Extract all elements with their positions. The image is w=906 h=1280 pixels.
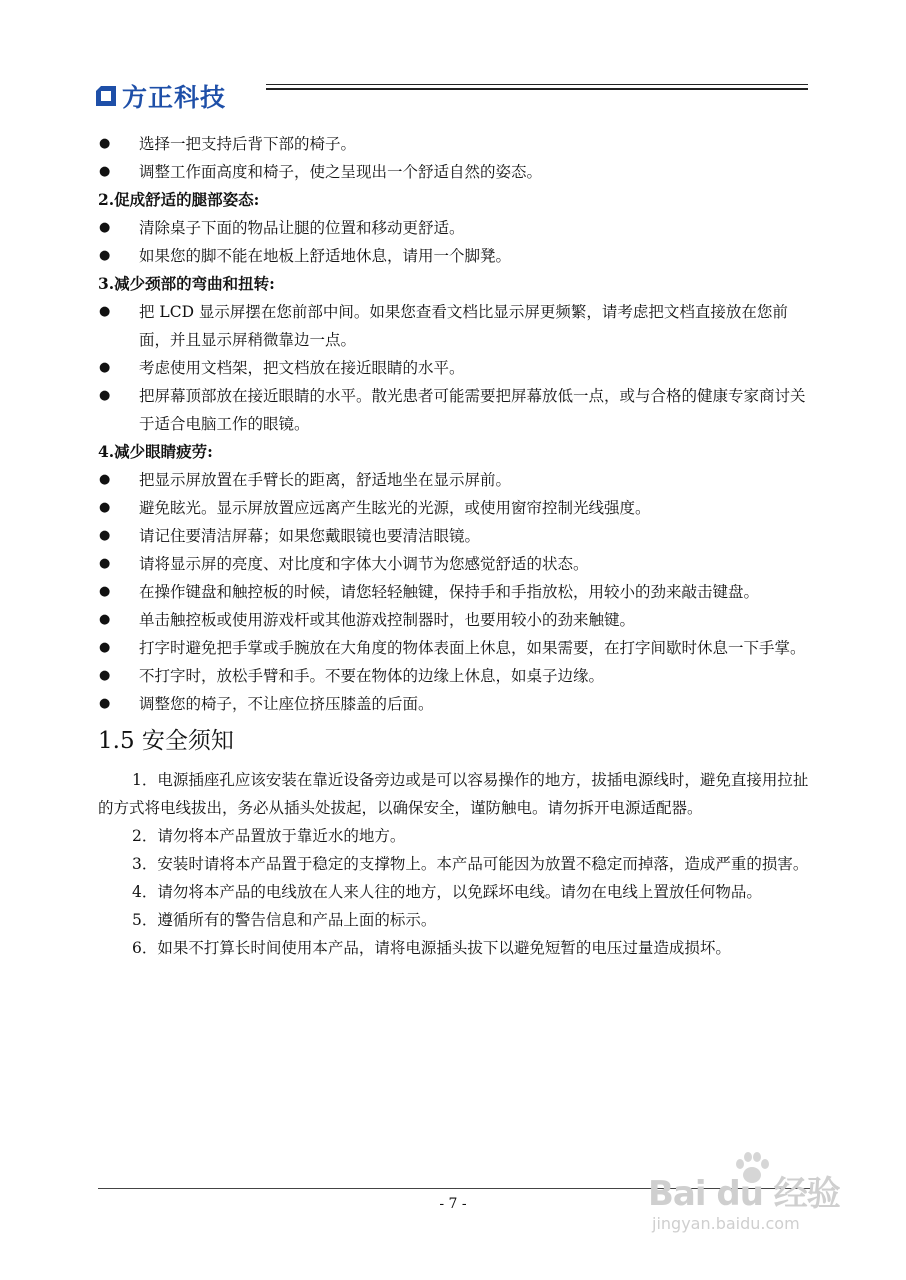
list-item: ● 单击触控板或使用游戏杆或其他游戏控制器时，也要用较小的劲来触键。 <box>98 606 810 634</box>
watermark-url: jingyan.baidu.com <box>652 1214 800 1233</box>
list-item: ● 清除桌子下面的物品让腿的位置和移动更舒适。 <box>98 214 810 242</box>
list-item: ● 调整您的椅子，不让座位挤压膝盖的后面。 <box>98 690 810 718</box>
list-item: ● 把屏幕顶部放在接近眼睛的水平。散光患者可能需要把屏幕放低一点，或与合格的健康专家商讨关于适合电脑工作的眼镜。 <box>98 382 810 438</box>
list-item: ● 考虑使用文档架，把文档放在接近眼睛的水平。 <box>98 354 810 382</box>
subheading-neck: 3.减少颈部的弯曲和扭转: <box>98 274 275 293</box>
subheading-eyes: 4.减少眼睛疲劳: <box>98 442 213 461</box>
list-item: ● 请记住要清洁屏幕；如果您戴眼镜也要清洁眼镜。 <box>98 522 810 550</box>
safety-paragraph: 6．如果不打算长时间使用本产品，请将电源插头拔下以避免短暂的电压过量造成损坏。 <box>132 939 731 957</box>
list-item: ● 不打字时，放松手臂和手。不要在物体的边缘上休息，如桌子边缘。 <box>98 662 810 690</box>
list-item: ● 请将显示屏的亮度、对比度和字体大小调节为您感觉舒适的状态。 <box>98 550 810 578</box>
document-body <box>98 130 810 962</box>
header-rule-thick <box>266 88 808 90</box>
section-title: 1.5 安全须知 <box>98 728 234 754</box>
logo-mark-icon <box>96 86 116 106</box>
list-item: ● 如果您的脚不能在地板上舒适地休息，请用一个脚凳。 <box>98 242 810 270</box>
subheading-legs: 2.促成舒适的腿部姿态: <box>98 190 260 209</box>
list-item: ● 选择一把支持后背下部的椅子。 <box>98 130 810 158</box>
safety-paragraph: 5．遵循所有的警告信息和产品上面的标示。 <box>132 911 437 929</box>
watermark <box>648 1148 848 1268</box>
page-number: - 7 - <box>439 1196 467 1212</box>
list-item: ● 打字时避免把手掌或手腕放在大角度的物体表面上休息，如果需要，在打字间歇时休息一下手掌。 <box>98 634 810 662</box>
brand-logo <box>96 78 226 114</box>
list-item: ● 把 LCD 显示屏摆在您前部中间。如果您查看文档比显示屏更频繁，请考虑把文档直接放在您前面，并且显示屏稍微靠边一点。 <box>98 298 810 354</box>
list-item: ● 把显示屏放置在手臂长的距离，舒适地坐在显示屏前。 <box>98 466 810 494</box>
page-header <box>96 72 808 112</box>
brand-name: 方正科技 <box>122 83 227 112</box>
safety-paragraph: 1．电源插座孔应该安装在靠近设备旁边或是可以容易操作的地方，拔插电源线时，避免直接用拉扯的方式将电线拔出，务必从插头处拔起，以确保安全，谨防触电。请勿拆开电源适配器。 <box>98 771 809 817</box>
list-item: ● 调整工作面高度和椅子，使之呈现出一个舒适自然的姿态。 <box>98 158 810 186</box>
watermark-brand: Bai du 经验 <box>648 1174 840 1214</box>
list-item: ● 避免眩光。显示屏放置应远离产生眩光的光源，或使用窗帘控制光线强度。 <box>98 494 810 522</box>
list-item: ● 在操作键盘和触控板的时候，请您轻轻触键，保持手和手指放松，用较小的劲来敲击键盘。 <box>98 578 810 606</box>
safety-paragraph: 2．请勿将本产品置放于靠近水的地方。 <box>132 827 406 845</box>
safety-paragraph: 4．请勿将本产品的电线放在人来人往的地方，以免踩坏电线。请勿在电线上置放任何物品。 <box>132 883 762 901</box>
header-rule <box>266 84 808 85</box>
safety-paragraph: 3．安装时请将本产品置于稳定的支撑物上。本产品可能因为放置不稳定而掉落，造成严重的损害。 <box>132 855 809 873</box>
